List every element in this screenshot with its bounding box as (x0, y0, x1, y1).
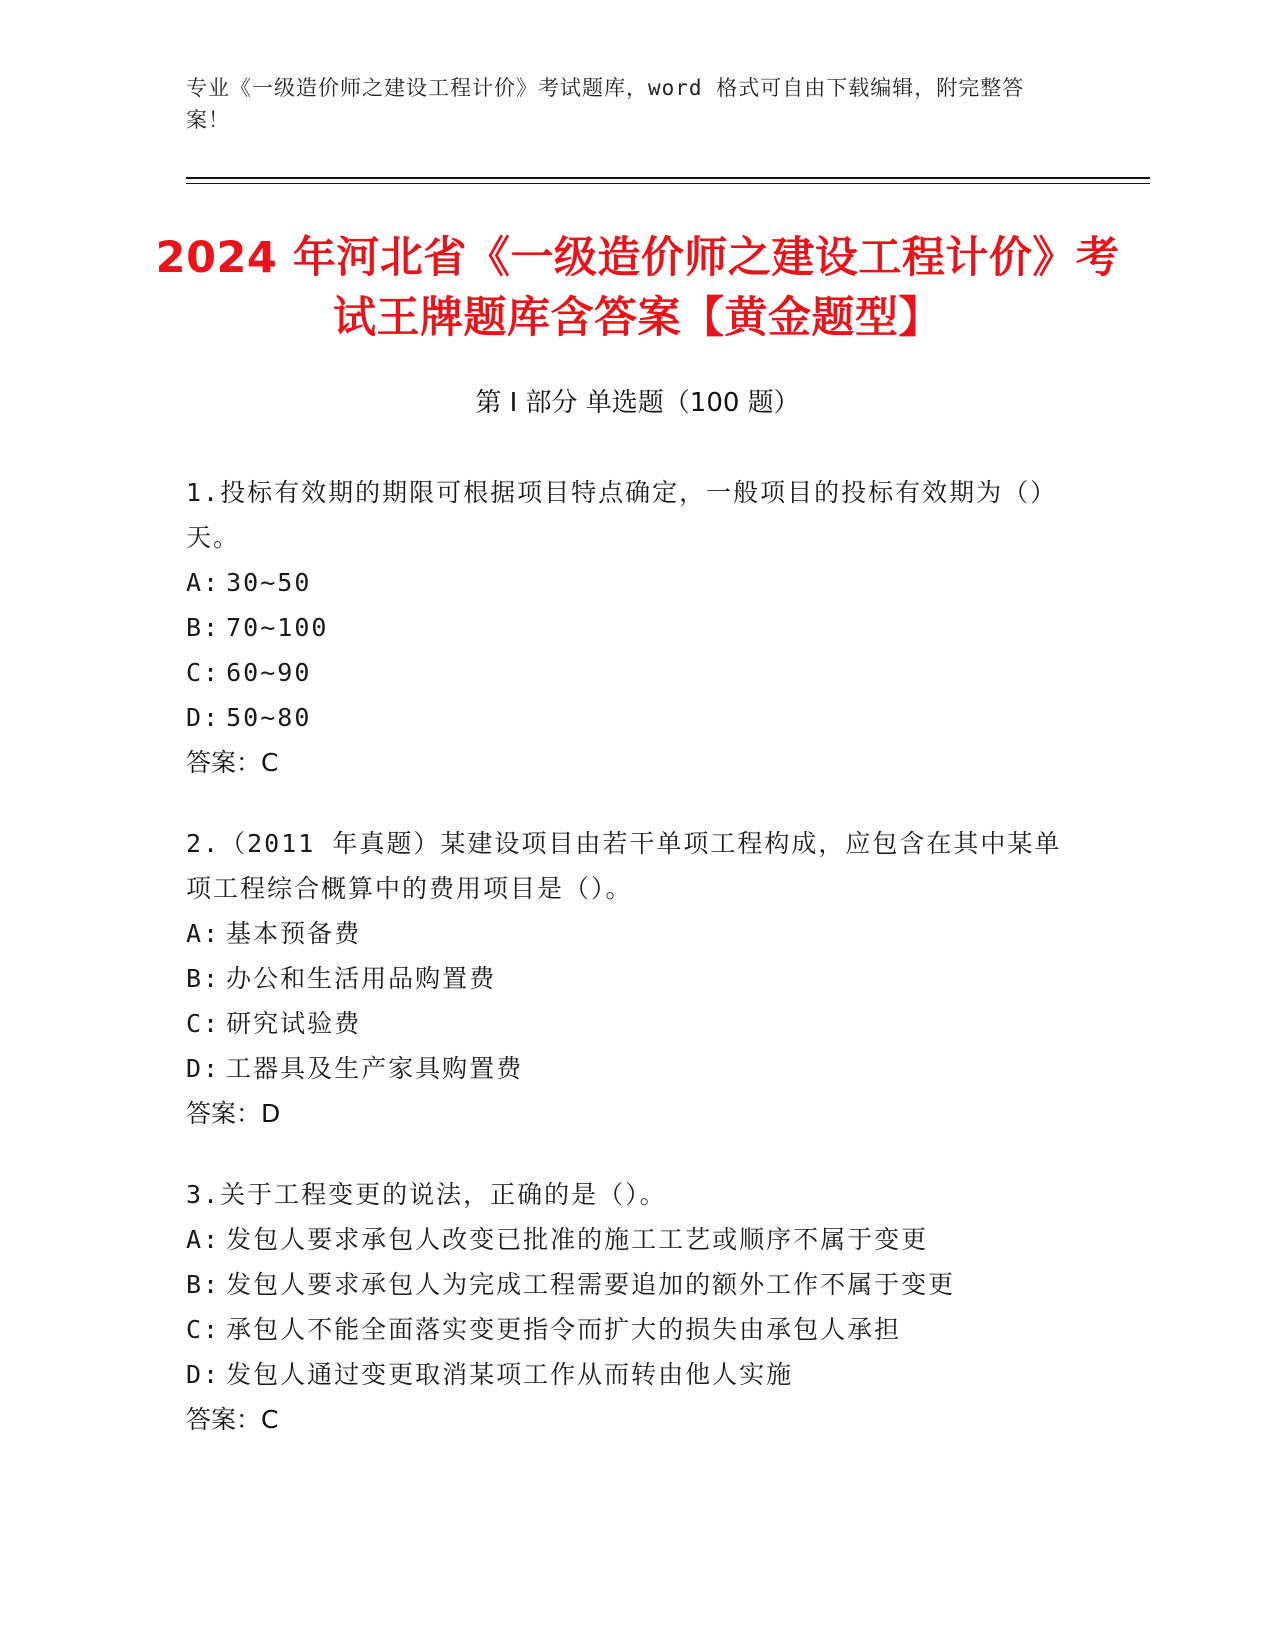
option-a (186, 1217, 1086, 1262)
option-label: D: (186, 1054, 221, 1083)
option-label: C: (186, 1009, 221, 1038)
header-divider-thick (186, 177, 1150, 179)
option-text: 发包人通过变更取消某项工作从而转由他人实施 (226, 1360, 794, 1389)
option-label: C: (186, 658, 221, 687)
question-1 (186, 470, 1086, 785)
option-a (186, 560, 1086, 605)
option-b (186, 605, 1086, 650)
option-text: 办公和生活用品购置费 (226, 964, 497, 993)
option-label: B: (186, 1270, 221, 1299)
option-d (186, 695, 1086, 740)
option-text: 工器具及生产家具购置费 (226, 1054, 524, 1083)
option-b (186, 1262, 1086, 1307)
option-label: D: (186, 703, 221, 732)
section-title: 第 I 部分 单选题（100 题） (475, 388, 800, 418)
question-list (186, 470, 1086, 1478)
question-stem: 3.关于工程变更的说法，正确的是（）。 (186, 1180, 667, 1209)
document-title: 2024 年河北省《一级造价师之建设工程计价》考试王牌题库含答案【黄金题型】 (155, 233, 1120, 343)
option-c (186, 650, 1086, 695)
option-label: B: (186, 964, 221, 993)
header-divider-thin (186, 183, 1150, 184)
option-text: 研究试验费 (226, 1009, 362, 1038)
question-3 (186, 1172, 1086, 1442)
option-text: 60~90 (226, 658, 312, 687)
question-stem: 1.投标有效期的期限可根据项目特点确定，一般项目的投标有效期为（）天。 (186, 478, 1058, 552)
option-text: 70~100 (226, 613, 329, 642)
option-label: A: (186, 1225, 221, 1254)
option-label: C: (186, 1315, 221, 1344)
option-label: D: (186, 1360, 221, 1389)
option-text: 基本预备费 (226, 919, 362, 948)
header-note: 专业《一级造价师之建设工程计价》考试题库，word 格式可自由下载编辑，附完整答案！ (186, 76, 1025, 132)
answer: 答案：D (186, 1099, 281, 1128)
option-text: 发包人要求承包人为完成工程需要追加的额外工作不属于变更 (226, 1270, 956, 1299)
option-text: 50~80 (226, 703, 312, 732)
option-label: B: (186, 613, 221, 642)
question-stem: 2.（2011 年真题）某建设项目由若干单项工程构成，应包含在其中某单项工程综合概算中的费用项目是（）。 (186, 829, 1062, 903)
option-text: 发包人要求承包人改变已批准的施工工艺或顺序不属于变更 (226, 1225, 929, 1254)
answer: 答案：C (186, 1405, 279, 1434)
option-d (186, 1046, 1086, 1091)
option-b (186, 956, 1086, 1001)
option-text: 承包人不能全面落实变更指令而扩大的损失由承包人承担 (226, 1315, 902, 1344)
answer: 答案：C (186, 748, 279, 777)
option-label: A: (186, 568, 221, 597)
option-a (186, 911, 1086, 956)
option-text: 30~50 (226, 568, 312, 597)
option-label: A: (186, 919, 221, 948)
option-c (186, 1001, 1086, 1046)
option-c (186, 1307, 1086, 1352)
option-d (186, 1352, 1086, 1397)
question-2 (186, 821, 1086, 1136)
